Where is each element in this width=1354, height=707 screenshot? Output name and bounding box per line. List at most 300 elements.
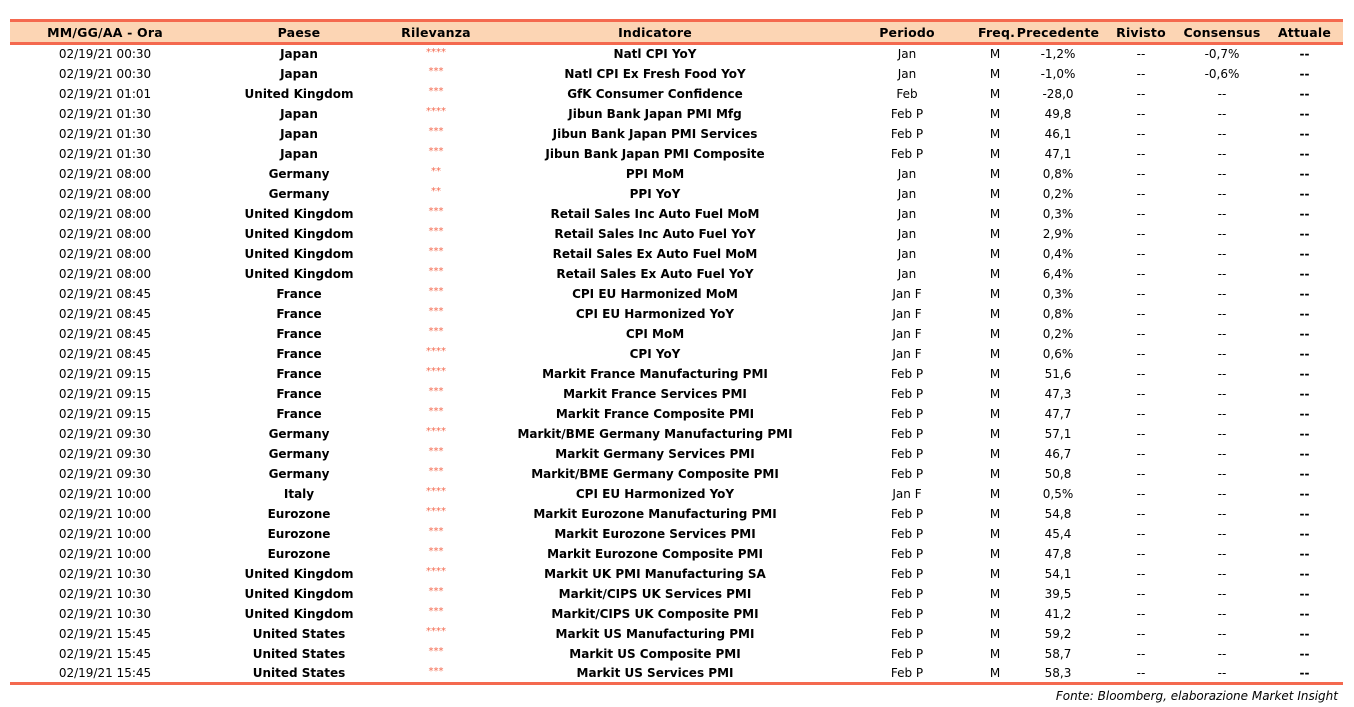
cell-previous: 46,1 bbox=[1044, 126, 1072, 141]
header-indicator: Indicatore bbox=[618, 24, 692, 40]
cell-actual: -- bbox=[1299, 665, 1310, 680]
cell-relevance: *** bbox=[428, 85, 444, 97]
cell-period: Feb P bbox=[890, 406, 924, 421]
cell-relevance: **** bbox=[426, 565, 446, 577]
cell-country: United Kingdom bbox=[244, 266, 354, 281]
cell-period: Feb P bbox=[890, 446, 924, 461]
cell-consensus: -- bbox=[1217, 546, 1227, 561]
cell-indicator: Markit UK PMI Manufacturing SA bbox=[544, 566, 766, 581]
cell-indicator: CPI MoM bbox=[625, 326, 685, 341]
cell-consensus: -- bbox=[1217, 86, 1227, 101]
cell-revised: -- bbox=[1136, 546, 1146, 561]
cell-revised: -- bbox=[1136, 566, 1146, 581]
cell-country: Germany bbox=[268, 446, 330, 461]
table-row bbox=[10, 64, 1343, 84]
cell-previous: 6,4% bbox=[1042, 266, 1074, 281]
cell-period: Feb P bbox=[890, 665, 924, 680]
cell-date-time: 02/19/21 00:30 bbox=[58, 47, 152, 62]
cell-consensus: -- bbox=[1217, 406, 1227, 421]
cell-relevance: *** bbox=[428, 645, 444, 657]
cell-actual: -- bbox=[1299, 566, 1310, 581]
cell-country: France bbox=[276, 326, 322, 341]
table-row bbox=[10, 404, 1343, 424]
header-revised: Rivisto bbox=[1116, 24, 1166, 40]
cell-actual: -- bbox=[1299, 66, 1310, 81]
cell-revised: -- bbox=[1136, 366, 1146, 381]
table-row bbox=[10, 304, 1343, 324]
cell-frequency: M bbox=[989, 126, 1001, 141]
table-row bbox=[10, 244, 1343, 264]
cell-country: France bbox=[276, 306, 322, 321]
cell-consensus: -- bbox=[1217, 166, 1227, 181]
cell-revised: -- bbox=[1136, 266, 1146, 281]
cell-revised: -- bbox=[1136, 146, 1146, 161]
cell-consensus: -- bbox=[1217, 665, 1227, 680]
cell-date-time: 02/19/21 10:00 bbox=[58, 486, 152, 501]
cell-previous: 50,8 bbox=[1044, 466, 1072, 481]
cell-actual: -- bbox=[1299, 306, 1310, 321]
cell-actual: -- bbox=[1299, 166, 1310, 181]
cell-relevance: *** bbox=[428, 225, 444, 237]
cell-period: Feb P bbox=[890, 106, 924, 121]
cell-revised: -- bbox=[1136, 466, 1146, 481]
cell-consensus: -0,6% bbox=[1204, 66, 1240, 81]
header-date-time: MM/GG/AA - Ora bbox=[47, 24, 163, 40]
cell-consensus: -- bbox=[1217, 626, 1227, 641]
cell-actual: -- bbox=[1299, 226, 1310, 241]
cell-country: United Kingdom bbox=[244, 86, 354, 101]
cell-relevance: *** bbox=[428, 385, 444, 397]
cell-indicator: Retail Sales Ex Auto Fuel YoY bbox=[556, 266, 754, 281]
cell-frequency: M bbox=[989, 626, 1001, 641]
cell-consensus: -- bbox=[1217, 386, 1227, 401]
cell-frequency: M bbox=[989, 586, 1001, 601]
cell-actual: -- bbox=[1299, 86, 1310, 101]
cell-previous: 0,3% bbox=[1042, 206, 1074, 221]
cell-actual: -- bbox=[1299, 606, 1310, 621]
source-note: Fonte: Bloomberg, elaborazione Market Insight bbox=[1055, 689, 1338, 703]
header-previous: Precedente bbox=[1016, 24, 1100, 40]
cell-indicator: Markit France Manufacturing PMI bbox=[542, 366, 768, 381]
table-row bbox=[10, 164, 1343, 184]
cell-previous: 49,8 bbox=[1044, 106, 1072, 121]
cell-revised: -- bbox=[1136, 47, 1146, 62]
cell-date-time: 02/19/21 08:45 bbox=[58, 326, 152, 341]
cell-actual: -- bbox=[1299, 546, 1310, 561]
cell-consensus: -- bbox=[1217, 586, 1227, 601]
cell-date-time: 02/19/21 00:30 bbox=[58, 66, 152, 81]
cell-previous: 45,4 bbox=[1044, 526, 1072, 541]
cell-country: Italy bbox=[283, 486, 315, 501]
cell-previous: 54,1 bbox=[1044, 566, 1072, 581]
cell-country: Germany bbox=[268, 426, 330, 441]
cell-country: United Kingdom bbox=[244, 246, 354, 261]
cell-consensus: -- bbox=[1217, 346, 1227, 361]
cell-period: Jan bbox=[897, 66, 917, 81]
cell-relevance: **** bbox=[426, 345, 446, 357]
cell-relevance: *** bbox=[428, 65, 444, 77]
cell-date-time: 02/19/21 08:00 bbox=[58, 266, 152, 281]
cell-frequency: M bbox=[989, 526, 1001, 541]
cell-period: Feb bbox=[896, 86, 918, 101]
cell-relevance: **** bbox=[426, 625, 446, 637]
cell-actual: -- bbox=[1299, 146, 1310, 161]
cell-revised: -- bbox=[1136, 486, 1146, 501]
cell-frequency: M bbox=[989, 306, 1001, 321]
cell-previous: -28,0 bbox=[1042, 86, 1074, 101]
cell-indicator: Jibun Bank Japan PMI Mfg bbox=[568, 106, 742, 121]
cell-consensus: -- bbox=[1217, 106, 1227, 121]
cell-indicator: Jibun Bank Japan PMI Composite bbox=[545, 146, 765, 161]
cell-date-time: 02/19/21 15:45 bbox=[58, 665, 152, 680]
cell-relevance: **** bbox=[426, 365, 446, 377]
cell-date-time: 02/19/21 15:45 bbox=[58, 646, 152, 661]
cell-revised: -- bbox=[1136, 246, 1146, 261]
cell-date-time: 02/19/21 10:00 bbox=[58, 506, 152, 521]
cell-previous: 47,1 bbox=[1044, 146, 1072, 161]
cell-date-time: 02/19/21 08:45 bbox=[58, 286, 152, 301]
cell-consensus: -- bbox=[1217, 126, 1227, 141]
cell-previous: 0,2% bbox=[1042, 326, 1074, 341]
cell-relevance: *** bbox=[428, 525, 444, 537]
cell-period: Feb P bbox=[890, 466, 924, 481]
cell-consensus: -- bbox=[1217, 606, 1227, 621]
cell-relevance: *** bbox=[428, 145, 444, 157]
cell-indicator: Retail Sales Inc Auto Fuel MoM bbox=[550, 206, 760, 221]
cell-country: United Kingdom bbox=[244, 566, 354, 581]
cell-date-time: 02/19/21 09:15 bbox=[58, 406, 152, 421]
cell-relevance: **** bbox=[426, 425, 446, 437]
cell-period: Jan F bbox=[892, 346, 922, 361]
table-row bbox=[10, 144, 1343, 164]
cell-frequency: M bbox=[989, 47, 1001, 62]
cell-period: Feb P bbox=[890, 366, 924, 381]
header-country: Paese bbox=[277, 24, 321, 40]
table-row bbox=[10, 204, 1343, 224]
header-period: Periodo bbox=[879, 24, 935, 40]
cell-indicator: Markit France Services PMI bbox=[563, 386, 747, 401]
cell-previous: 57,1 bbox=[1044, 426, 1072, 441]
cell-frequency: M bbox=[989, 366, 1001, 381]
table-row bbox=[10, 424, 1343, 444]
cell-country: France bbox=[276, 406, 322, 421]
cell-indicator: Markit US Composite PMI bbox=[569, 646, 741, 661]
cell-indicator: Jibun Bank Japan PMI Services bbox=[552, 126, 758, 141]
cell-actual: -- bbox=[1299, 326, 1310, 341]
cell-actual: -- bbox=[1299, 346, 1310, 361]
cell-relevance: **** bbox=[426, 47, 446, 58]
cell-period: Feb P bbox=[890, 126, 924, 141]
cell-relevance: *** bbox=[428, 305, 444, 317]
cell-actual: -- bbox=[1299, 186, 1310, 201]
cell-date-time: 02/19/21 09:15 bbox=[58, 386, 152, 401]
cell-previous: 59,2 bbox=[1044, 626, 1072, 641]
cell-period: Jan F bbox=[892, 306, 922, 321]
cell-country: United Kingdom bbox=[244, 606, 354, 621]
table-row bbox=[10, 364, 1343, 384]
cell-consensus: -- bbox=[1217, 286, 1227, 301]
cell-frequency: M bbox=[989, 386, 1001, 401]
cell-relevance: *** bbox=[428, 665, 444, 677]
cell-revised: -- bbox=[1136, 586, 1146, 601]
cell-date-time: 02/19/21 08:00 bbox=[58, 186, 152, 201]
economic-calendar-table bbox=[10, 19, 1343, 685]
cell-consensus: -0,7% bbox=[1204, 47, 1240, 62]
cell-consensus: -- bbox=[1217, 326, 1227, 341]
table-row bbox=[10, 664, 1343, 684]
cell-relevance: **** bbox=[426, 485, 446, 497]
cell-frequency: M bbox=[989, 206, 1001, 221]
cell-frequency: M bbox=[989, 106, 1001, 121]
cell-indicator: Markit/BME Germany Manufacturing PMI bbox=[517, 426, 793, 441]
cell-date-time: 02/19/21 01:30 bbox=[58, 126, 152, 141]
cell-previous: 2,9% bbox=[1042, 226, 1074, 241]
cell-previous: 0,2% bbox=[1042, 186, 1074, 201]
cell-indicator: Retail Sales Inc Auto Fuel YoY bbox=[554, 226, 756, 241]
table-row bbox=[10, 44, 1343, 64]
cell-country: United Kingdom bbox=[244, 206, 354, 221]
cell-relevance: **** bbox=[426, 505, 446, 517]
cell-frequency: M bbox=[989, 606, 1001, 621]
cell-revised: -- bbox=[1136, 126, 1146, 141]
cell-indicator: CPI YoY bbox=[629, 346, 681, 361]
cell-actual: -- bbox=[1299, 266, 1310, 281]
cell-previous: 0,3% bbox=[1042, 286, 1074, 301]
cell-indicator: Markit France Composite PMI bbox=[555, 406, 755, 421]
cell-actual: -- bbox=[1299, 586, 1310, 601]
cell-date-time: 02/19/21 08:00 bbox=[58, 206, 152, 221]
cell-period: Jan F bbox=[892, 486, 922, 501]
cell-indicator: Markit/CIPS UK Services PMI bbox=[558, 586, 752, 601]
cell-revised: -- bbox=[1136, 106, 1146, 121]
table-row bbox=[10, 384, 1343, 404]
table-row bbox=[10, 444, 1343, 464]
cell-previous: 0,8% bbox=[1042, 166, 1074, 181]
cell-date-time: 02/19/21 01:30 bbox=[58, 106, 152, 121]
cell-actual: -- bbox=[1299, 286, 1310, 301]
cell-revised: -- bbox=[1136, 406, 1146, 421]
cell-consensus: -- bbox=[1217, 246, 1227, 261]
cell-date-time: 02/19/21 10:30 bbox=[58, 566, 152, 581]
cell-relevance: *** bbox=[428, 545, 444, 557]
cell-revised: -- bbox=[1136, 346, 1146, 361]
cell-actual: -- bbox=[1299, 386, 1310, 401]
cell-revised: -- bbox=[1136, 665, 1146, 680]
cell-relevance: *** bbox=[428, 585, 444, 597]
cell-relevance: ** bbox=[431, 165, 441, 177]
cell-frequency: M bbox=[989, 665, 1001, 680]
cell-consensus: -- bbox=[1217, 526, 1227, 541]
cell-frequency: M bbox=[989, 146, 1001, 161]
cell-frequency: M bbox=[989, 646, 1001, 661]
cell-consensus: -- bbox=[1217, 266, 1227, 281]
table-row bbox=[10, 604, 1343, 624]
cell-revised: -- bbox=[1136, 226, 1146, 241]
header-frequency: Freq. bbox=[978, 24, 1016, 40]
cell-consensus: -- bbox=[1217, 146, 1227, 161]
cell-consensus: -- bbox=[1217, 226, 1227, 241]
cell-relevance: *** bbox=[428, 325, 444, 337]
table-row bbox=[10, 584, 1343, 604]
cell-consensus: -- bbox=[1217, 366, 1227, 381]
cell-period: Jan F bbox=[892, 286, 922, 301]
cell-indicator: CPI EU Harmonized YoY bbox=[575, 486, 735, 501]
cell-actual: -- bbox=[1299, 446, 1310, 461]
cell-revised: -- bbox=[1136, 186, 1146, 201]
cell-relevance: **** bbox=[426, 105, 446, 117]
cell-relevance: *** bbox=[428, 245, 444, 257]
cell-period: Jan bbox=[897, 246, 917, 261]
cell-date-time: 02/19/21 10:30 bbox=[58, 606, 152, 621]
cell-previous: 46,7 bbox=[1044, 446, 1072, 461]
cell-date-time: 02/19/21 10:00 bbox=[58, 526, 152, 541]
table-row bbox=[10, 84, 1343, 104]
cell-revised: -- bbox=[1136, 506, 1146, 521]
cell-revised: -- bbox=[1136, 166, 1146, 181]
cell-frequency: M bbox=[989, 566, 1001, 581]
cell-frequency: M bbox=[989, 486, 1001, 501]
table-row bbox=[10, 284, 1343, 304]
cell-period: Jan bbox=[897, 166, 917, 181]
cell-frequency: M bbox=[989, 246, 1001, 261]
table-row bbox=[10, 524, 1343, 544]
cell-frequency: M bbox=[989, 546, 1001, 561]
cell-indicator: GfK Consumer Confidence bbox=[567, 86, 743, 101]
cell-relevance: ** bbox=[431, 185, 441, 197]
cell-date-time: 02/19/21 08:00 bbox=[58, 246, 152, 261]
cell-period: Jan bbox=[897, 186, 917, 201]
cell-indicator: Retail Sales Ex Auto Fuel MoM bbox=[552, 246, 758, 261]
cell-previous: 47,7 bbox=[1044, 406, 1072, 421]
cell-period: Feb P bbox=[890, 586, 924, 601]
table-row bbox=[10, 344, 1343, 364]
cell-period: Feb P bbox=[890, 526, 924, 541]
cell-actual: -- bbox=[1299, 426, 1310, 441]
cell-indicator: Markit/BME Germany Composite PMI bbox=[531, 466, 779, 481]
cell-country: France bbox=[276, 346, 322, 361]
table-row bbox=[10, 644, 1343, 664]
table-row bbox=[10, 264, 1343, 284]
cell-frequency: M bbox=[989, 286, 1001, 301]
cell-consensus: -- bbox=[1217, 466, 1227, 481]
cell-frequency: M bbox=[989, 406, 1001, 421]
cell-period: Feb P bbox=[890, 626, 924, 641]
cell-relevance: *** bbox=[428, 125, 444, 137]
cell-period: Feb P bbox=[890, 546, 924, 561]
cell-indicator: CPI EU Harmonized YoY bbox=[575, 306, 735, 321]
cell-country: France bbox=[276, 386, 322, 401]
cell-country: United Kingdom bbox=[244, 226, 354, 241]
cell-period: Feb P bbox=[890, 506, 924, 521]
cell-actual: -- bbox=[1299, 486, 1310, 501]
cell-country: United States bbox=[252, 665, 346, 680]
cell-date-time: 02/19/21 10:00 bbox=[58, 546, 152, 561]
cell-previous: 54,8 bbox=[1044, 506, 1072, 521]
cell-indicator: Markit US Manufacturing PMI bbox=[555, 626, 755, 641]
cell-actual: -- bbox=[1299, 646, 1310, 661]
cell-previous: 58,3 bbox=[1044, 665, 1072, 680]
cell-revised: -- bbox=[1136, 526, 1146, 541]
cell-country: France bbox=[276, 366, 322, 381]
cell-country: Eurozone bbox=[267, 526, 331, 541]
cell-period: Jan bbox=[897, 266, 917, 281]
cell-indicator: Markit Eurozone Services PMI bbox=[554, 526, 756, 541]
cell-revised: -- bbox=[1136, 626, 1146, 641]
cell-frequency: M bbox=[989, 326, 1001, 341]
cell-frequency: M bbox=[989, 66, 1001, 81]
cell-previous: 0,8% bbox=[1042, 306, 1074, 321]
cell-period: Jan bbox=[897, 206, 917, 221]
cell-previous: 0,6% bbox=[1042, 346, 1074, 361]
cell-revised: -- bbox=[1136, 426, 1146, 441]
cell-revised: -- bbox=[1136, 206, 1146, 221]
cell-revised: -- bbox=[1136, 606, 1146, 621]
cell-previous: -1,2% bbox=[1040, 47, 1076, 62]
cell-frequency: M bbox=[989, 166, 1001, 181]
cell-frequency: M bbox=[989, 506, 1001, 521]
cell-country: Japan bbox=[280, 47, 318, 62]
cell-date-time: 02/19/21 09:30 bbox=[58, 426, 152, 441]
cell-frequency: M bbox=[989, 186, 1001, 201]
cell-date-time: 02/19/21 09:30 bbox=[58, 466, 152, 481]
table-row bbox=[10, 124, 1343, 144]
cell-relevance: *** bbox=[428, 265, 444, 277]
cell-previous: 39,5 bbox=[1044, 586, 1072, 601]
cell-date-time: 02/19/21 01:01 bbox=[58, 86, 152, 101]
table-header bbox=[10, 21, 1343, 44]
cell-country: Japan bbox=[280, 146, 318, 161]
cell-date-time: 02/19/21 01:30 bbox=[58, 146, 152, 161]
cell-country: Germany bbox=[268, 466, 330, 481]
cell-consensus: -- bbox=[1217, 446, 1227, 461]
cell-country: United States bbox=[252, 626, 346, 641]
cell-country: United Kingdom bbox=[244, 586, 354, 601]
cell-relevance: *** bbox=[428, 405, 444, 417]
cell-revised: -- bbox=[1136, 86, 1146, 101]
table-row bbox=[10, 624, 1343, 644]
cell-frequency: M bbox=[989, 446, 1001, 461]
table-row bbox=[10, 224, 1343, 244]
cell-revised: -- bbox=[1136, 446, 1146, 461]
cell-actual: -- bbox=[1299, 126, 1310, 141]
cell-country: Japan bbox=[280, 66, 318, 81]
table-row bbox=[10, 104, 1343, 124]
cell-date-time: 02/19/21 08:45 bbox=[58, 346, 152, 361]
cell-period: Feb P bbox=[890, 426, 924, 441]
cell-consensus: -- bbox=[1217, 486, 1227, 501]
cell-previous: 0,4% bbox=[1042, 246, 1074, 261]
cell-consensus: -- bbox=[1217, 566, 1227, 581]
cell-actual: -- bbox=[1299, 106, 1310, 121]
cell-consensus: -- bbox=[1217, 306, 1227, 321]
cell-frequency: M bbox=[989, 226, 1001, 241]
cell-period: Feb P bbox=[890, 646, 924, 661]
header-actual: Attuale bbox=[1277, 24, 1332, 40]
header-relevance: Rilevanza bbox=[401, 24, 471, 40]
cell-actual: -- bbox=[1299, 626, 1310, 641]
cell-actual: -- bbox=[1299, 466, 1310, 481]
cell-previous: 47,3 bbox=[1044, 386, 1072, 401]
cell-indicator: Markit/CIPS UK Composite PMI bbox=[551, 606, 759, 621]
cell-indicator: Markit Eurozone Composite PMI bbox=[547, 546, 763, 561]
cell-period: Feb P bbox=[890, 566, 924, 581]
header-consensus: Consensus bbox=[1183, 24, 1261, 40]
cell-period: Jan F bbox=[892, 326, 922, 341]
cell-previous: 0,5% bbox=[1042, 486, 1074, 501]
cell-country: Germany bbox=[268, 186, 330, 201]
cell-date-time: 02/19/21 08:00 bbox=[58, 226, 152, 241]
cell-revised: -- bbox=[1136, 386, 1146, 401]
